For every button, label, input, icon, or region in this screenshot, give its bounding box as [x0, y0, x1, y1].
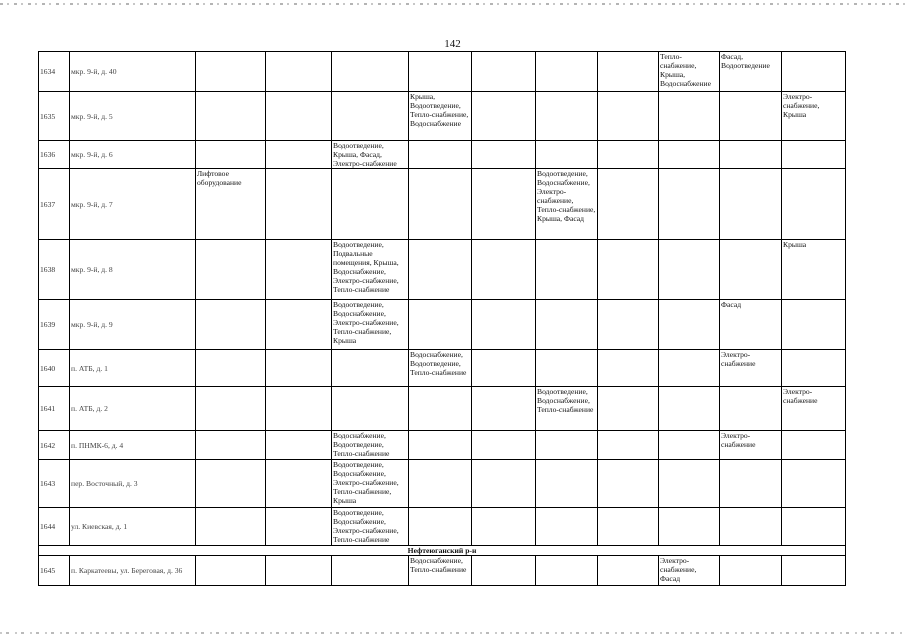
repair-work-cell — [782, 350, 846, 387]
repair-work-cell — [598, 431, 659, 460]
repair-work-cell — [659, 141, 720, 169]
repair-work-cell — [196, 300, 266, 350]
repair-work-cell — [332, 350, 409, 387]
repair-work-cell — [409, 300, 472, 350]
repair-work-cell — [409, 460, 472, 508]
repair-work-cell: Водоотведение, Водоснабжение, Электро-снабжение, Тепло-снабжение, Крыша, Фасад — [536, 169, 598, 240]
repair-work-cell: Водоснабжение, Водоотведение, Тепло-снабжение — [332, 431, 409, 460]
section-header: Нефтеюганский р-н — [39, 546, 846, 556]
building-address: мкр. 9-й, д. 8 — [70, 240, 196, 300]
repair-work-cell — [720, 556, 782, 586]
repair-work-cell — [332, 387, 409, 431]
repair-work-cell — [536, 460, 598, 508]
repair-work-cell — [266, 387, 332, 431]
repair-work-cell — [472, 431, 536, 460]
repair-work-cell — [598, 508, 659, 546]
repair-work-cell — [196, 460, 266, 508]
repair-work-cell — [266, 240, 332, 300]
repair-work-cell: Электро-снабжение — [720, 350, 782, 387]
repair-work-cell — [196, 92, 266, 141]
repair-work-cell — [536, 350, 598, 387]
repair-work-cell — [196, 556, 266, 586]
repair-work-cell — [598, 52, 659, 92]
table-row — [39, 460, 846, 508]
repair-work-cell — [659, 508, 720, 546]
table-row — [39, 52, 846, 92]
repair-work-cell — [472, 350, 536, 387]
repair-work-cell — [472, 92, 536, 141]
repair-work-cell: Электро-снабжение, Крыша — [782, 92, 846, 141]
repair-work-cell — [409, 141, 472, 169]
table-row — [39, 300, 846, 350]
repair-work-cell — [536, 52, 598, 92]
row-number: 1644 — [39, 508, 70, 546]
repair-work-cell: Водоотведение, Подвальные помещения, Крыша, Водоснабжение, Электро-снабжение, Тепло-снабжение — [332, 240, 409, 300]
repair-work-cell — [598, 387, 659, 431]
repair-work-cell: Водоотведение, Водоснабжение, Тепло-снабжение — [536, 387, 598, 431]
repair-work-cell — [782, 169, 846, 240]
repair-work-cell — [266, 52, 332, 92]
row-number: 1635 — [39, 92, 70, 141]
repair-work-cell — [196, 431, 266, 460]
repair-work-cell — [598, 300, 659, 350]
repair-work-cell — [659, 92, 720, 141]
repair-work-cell — [659, 460, 720, 508]
repair-work-cell — [782, 52, 846, 92]
repair-work-cell — [332, 169, 409, 240]
repair-work-cell — [720, 169, 782, 240]
repair-work-cell — [196, 52, 266, 92]
building-address: п. АТБ, д. 2 — [70, 387, 196, 431]
repair-work-cell — [196, 387, 266, 431]
repair-work-cell — [720, 387, 782, 431]
building-address: пер. Восточный, д. 3 — [70, 460, 196, 508]
repair-work-cell — [598, 460, 659, 508]
repair-work-cell — [659, 431, 720, 460]
repair-work-cell: Фасад, Водоотведение — [720, 52, 782, 92]
repair-work-cell — [472, 508, 536, 546]
table-row — [39, 387, 846, 431]
repair-work-cell: Крыша — [782, 240, 846, 300]
repair-work-cell: Электро-снабжение — [782, 387, 846, 431]
repair-work-cell — [409, 52, 472, 92]
repair-work-cell — [266, 431, 332, 460]
repair-work-cell — [409, 508, 472, 546]
repair-work-cell — [782, 431, 846, 460]
repair-schedule-table — [38, 51, 846, 586]
repair-work-cell — [659, 387, 720, 431]
repair-work-cell — [196, 141, 266, 169]
row-number: 1637 — [39, 169, 70, 240]
repair-work-cell: Тепло-снабжение, Крыша, Водоснабжение — [659, 52, 720, 92]
repair-work-cell — [409, 240, 472, 300]
repair-work-cell: Крыша, Водоотведение, Тепло-снабжение, Водоснабжение — [409, 92, 472, 141]
repair-work-cell — [266, 169, 332, 240]
table-row — [39, 92, 846, 141]
building-address: мкр. 9-й, д. 9 — [70, 300, 196, 350]
repair-work-cell — [472, 300, 536, 350]
row-number: 1634 — [39, 52, 70, 92]
repair-work-cell: Электро-снабжение, Фасад — [659, 556, 720, 586]
row-number: 1636 — [39, 141, 70, 169]
repair-work-cell — [659, 350, 720, 387]
table-row — [39, 141, 846, 169]
table-row — [39, 240, 846, 300]
building-address: п. ПНМК-6, д. 4 — [70, 431, 196, 460]
table-row — [39, 556, 846, 586]
repair-work-cell: Водоснабжение, Тепло-снабжение — [409, 556, 472, 586]
row-number: 1638 — [39, 240, 70, 300]
repair-work-cell — [266, 141, 332, 169]
table-row — [39, 508, 846, 546]
building-address: мкр. 9-й, д. 40 — [70, 52, 196, 92]
repair-work-cell — [472, 141, 536, 169]
repair-work-cell — [720, 508, 782, 546]
building-address: п. Каркатеевы, ул. Береговая, д. 36 — [70, 556, 196, 586]
repair-work-cell — [332, 556, 409, 586]
repair-work-cell — [266, 92, 332, 141]
repair-work-cell — [266, 508, 332, 546]
row-number: 1640 — [39, 350, 70, 387]
repair-work-cell — [720, 240, 782, 300]
repair-work-cell: Водоотведение, Водоснабжение, Электро-снабжение, Тепло-снабжение, Крыша — [332, 300, 409, 350]
repair-work-cell — [720, 141, 782, 169]
repair-work-cell — [659, 300, 720, 350]
repair-work-cell — [782, 508, 846, 546]
repair-work-cell — [266, 350, 332, 387]
repair-work-cell — [782, 460, 846, 508]
repair-work-cell — [720, 460, 782, 508]
repair-work-cell — [266, 460, 332, 508]
repair-work-cell — [720, 92, 782, 141]
scan-edge-top — [0, 3, 905, 5]
page-number: 142 — [444, 38, 461, 50]
repair-work-cell — [536, 141, 598, 169]
repair-work-cell — [782, 141, 846, 169]
repair-work-cell — [196, 240, 266, 300]
repair-work-cell: Водоснабжение, Водоотведение, Тепло-снабжение — [409, 350, 472, 387]
table-row — [39, 350, 846, 387]
repair-work-cell — [598, 240, 659, 300]
repair-work-cell — [598, 556, 659, 586]
repair-work-cell — [472, 52, 536, 92]
scan-edge-bottom — [0, 632, 905, 634]
repair-work-cell — [536, 240, 598, 300]
repair-work-cell — [659, 169, 720, 240]
repair-work-cell — [472, 169, 536, 240]
repair-work-cell — [536, 300, 598, 350]
repair-work-cell — [536, 92, 598, 141]
repair-work-cell — [332, 92, 409, 141]
repair-work-cell: Водоотведение, Крыша, Фасад, Электро-снабжение — [332, 141, 409, 169]
building-address: ул. Киевская, д. 1 — [70, 508, 196, 546]
repair-work-cell — [536, 556, 598, 586]
repair-work-cell — [782, 556, 846, 586]
repair-work-cell — [266, 556, 332, 586]
table-row — [39, 431, 846, 460]
repair-work-cell — [409, 169, 472, 240]
repair-work-cell — [782, 300, 846, 350]
repair-work-cell — [598, 169, 659, 240]
repair-work-cell — [472, 387, 536, 431]
repair-work-cell — [472, 556, 536, 586]
building-address: мкр. 9-й, д. 5 — [70, 92, 196, 141]
repair-work-cell — [409, 387, 472, 431]
repair-work-cell — [196, 350, 266, 387]
repair-work-cell: Водоотведение, Водоснабжение, Электро-снабжение, Тепло-снабжение — [332, 508, 409, 546]
repair-work-cell — [598, 350, 659, 387]
repair-work-cell — [472, 240, 536, 300]
repair-work-cell — [409, 431, 472, 460]
row-number: 1639 — [39, 300, 70, 350]
repair-work-cell: Водоотведение, Водоснабжение, Электро-снабжение, Тепло-снабжение, Крыша — [332, 460, 409, 508]
repair-work-cell — [536, 431, 598, 460]
row-number: 1642 — [39, 431, 70, 460]
repair-work-cell — [536, 508, 598, 546]
repair-work-cell — [659, 240, 720, 300]
row-number: 1643 — [39, 460, 70, 508]
building-address: мкр. 9-й, д. 6 — [70, 141, 196, 169]
repair-work-cell — [332, 52, 409, 92]
row-number: 1645 — [39, 556, 70, 586]
repair-work-cell — [266, 300, 332, 350]
repair-work-cell — [598, 141, 659, 169]
building-address: п. АТБ, д. 1 — [70, 350, 196, 387]
repair-work-cell — [196, 508, 266, 546]
repair-work-cell — [472, 460, 536, 508]
repair-work-cell: Электро-снабжение — [720, 431, 782, 460]
section-row — [39, 546, 846, 556]
table-row — [39, 169, 846, 240]
building-address: мкр. 9-й, д. 7 — [70, 169, 196, 240]
repair-work-cell: Фасад — [720, 300, 782, 350]
row-number: 1641 — [39, 387, 70, 431]
repair-work-cell: Лифтовое оборудование — [196, 169, 266, 240]
repair-work-cell — [598, 92, 659, 141]
